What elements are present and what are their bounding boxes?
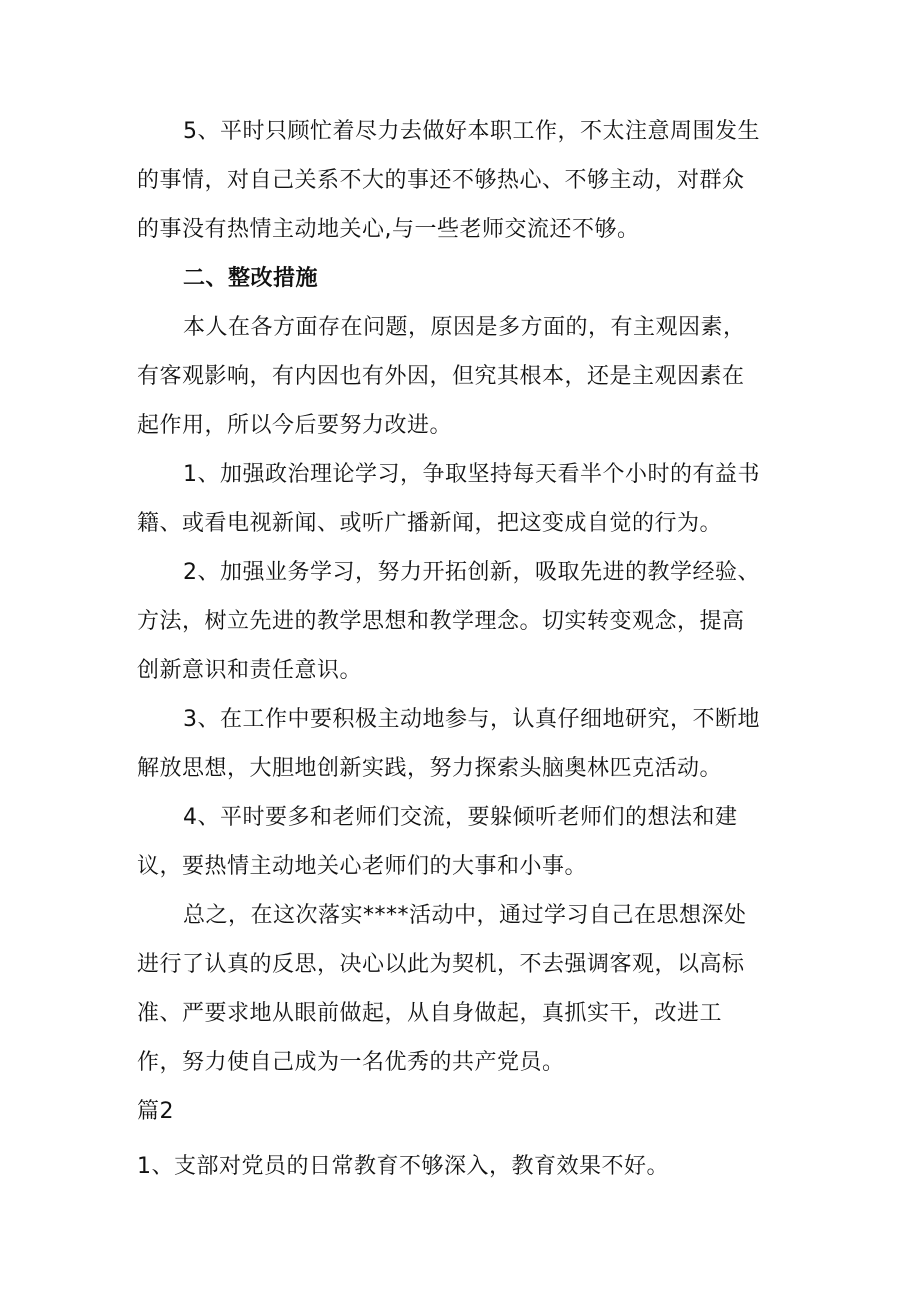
paragraph-line: 5、平时只顾忙着尽力去做好本职工作，不太注意周围发生 (183, 119, 760, 144)
paragraph-line: 的事没有热情主动地关心,与一些老师交流还不够。 (137, 217, 640, 242)
paragraph-line: 创新意识和责任意识。 (137, 658, 363, 683)
section-marker: 篇2 (137, 1099, 174, 1124)
paragraph-line: 起作用，所以今后要努力改进。 (137, 413, 453, 438)
paragraph-line: 总之，在这次落实****活动中，通过学习自己在思想深处 (183, 903, 747, 928)
paragraph-line: 有客观影响，有内因也有外因，但究其根本，还是主观因素在 (137, 364, 745, 389)
paragraph-line: 议，要热情主动地关心老师们的大事和小事。 (137, 854, 588, 879)
paragraph-line: 作，努力使自己成为一名优秀的共产党员。 (137, 1050, 565, 1075)
paragraph-line: 准、严要求地从眼前做起，从自身做起，真抓实干，改进工 (137, 1001, 723, 1026)
paragraph-line: 进行了认真的反思，决心以此为契机，不去强调客观，以高标 (137, 952, 745, 977)
paragraph-line: 籍、或看电视新闻、或听广播新闻，把这变成自觉的行为。 (137, 511, 723, 536)
section-heading: 二、整改措施 (183, 266, 319, 291)
paragraph-line: 1、支部对党员的日常教育不够深入，教育效果不好。 (137, 1154, 669, 1179)
paragraph-line: 1、加强政治理论学习，争取坚持每天看半个小时的有益书 (183, 462, 760, 487)
paragraph-line: 本人在各方面存在问题，原因是多方面的，有主观因素， (183, 315, 746, 340)
paragraph-line: 4、平时要多和老师们交流，要躲倾听老师们的想法和建 (183, 805, 738, 830)
paragraph-line: 3、在工作中要积极主动地参与，认真仔细地研究，不断地 (183, 707, 760, 732)
paragraph-line: 解放思想，大胆地创新实践，努力探索头脑奥林匹克活动。 (137, 756, 723, 781)
paragraph-line: 方法，树立先进的教学思想和教学理念。切实转变观念，提高 (137, 609, 745, 634)
paragraph-line: 的事情，对自己关系不大的事还不够热心、不够主动，对群众 (137, 168, 745, 193)
paragraph-line: 2、加强业务学习，努力开拓创新，吸取先进的教学经验、 (183, 560, 760, 585)
